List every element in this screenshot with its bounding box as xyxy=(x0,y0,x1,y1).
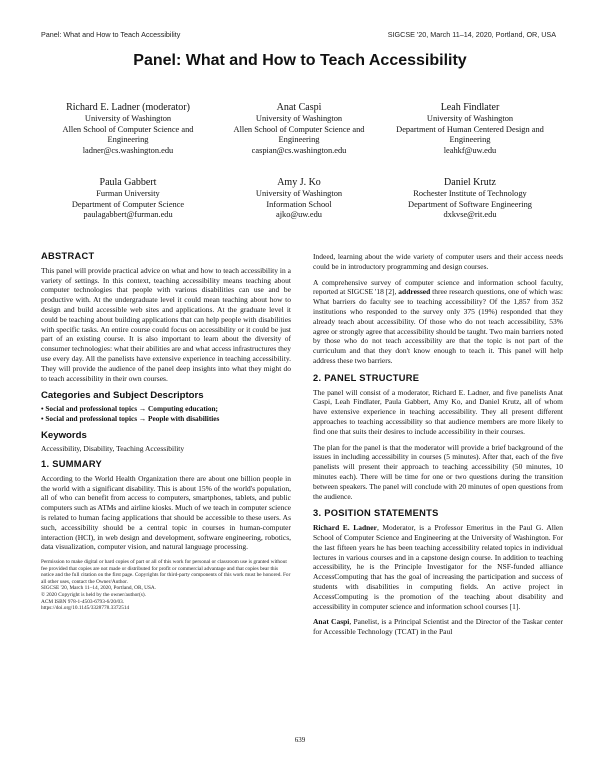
author-block xyxy=(214,176,384,221)
footnote-copyright: © 2020 Copyright is held by the owner/author(s). xyxy=(41,592,146,599)
ccs-item: • Social and professional topics → People with disabilities xyxy=(41,413,220,423)
survey-text-c: three research questions, one of which was: What barriers do faculty see to teaching accessibility? Of the 1,857 from 352 institutions who responded to the survey only 375 (19%) responded that they already teach about accessibility. Of those who do not teach accessibility, 53% agree or strongly agree that accessibility should be taught. Two main barriers noted by those who do not teach accessibility are that the topic is not part of the curriculum and that they don't know enough to teach it. This panel will help address these two barriers. xyxy=(313,287,563,365)
footnote-isbn: ACM ISBN 978-1-4503-6793-6/20/03. xyxy=(41,598,125,605)
author-affiliation: Furman University xyxy=(96,189,160,198)
author-name: Daniel Krutz xyxy=(444,177,496,188)
author-department: Department of Software Engineering xyxy=(408,199,532,209)
author-affiliation: University of Washington xyxy=(255,114,343,123)
position-ladner xyxy=(313,523,563,611)
author-email: caspian@cs.washington.edu xyxy=(251,145,347,155)
abstract-heading: ABSTRACT xyxy=(41,251,95,261)
author-email: ladner@cs.washington.edu xyxy=(82,145,174,155)
panelist-name: Anat Caspi xyxy=(313,617,350,627)
author-name: Richard E. Ladner (moderator) xyxy=(66,102,190,113)
panel-structure-heading: 2. PANEL STRUCTURE xyxy=(313,372,420,383)
footnote-doi: https://doi.org/10.1145/3328778.3372514 xyxy=(41,605,130,612)
author-block xyxy=(43,176,213,221)
running-header-left: Panel: What and How to Teach Accessibility xyxy=(41,30,181,39)
left-column xyxy=(41,252,291,612)
author-department: Allen School of Computer Science and Engineering xyxy=(233,124,365,145)
position-statements-heading: 3. POSITION STATEMENTS xyxy=(313,508,439,519)
survey-text-a: A comprehensive survey of computer science and information school faculty, reported at SIGCSE '18 [2], xyxy=(313,277,563,297)
author-email: paulagabbert@furman.edu xyxy=(83,210,173,220)
panel-structure-text-1: The panel will consist of a moderator, Richard E. Ladner, and five panelists Anat Caspi, Leah Findlater, Paula Gabbert, Amy Ko, and Daniel Krutz, all of whom have extensive experience in teaching accessibility. They all present different approaches to teaching accessibility so that audience members are more likely to find one that suits their desires to include accessibility in their courses. xyxy=(313,387,563,436)
author-block xyxy=(385,101,555,156)
survey-paragraph xyxy=(313,278,563,366)
author-department: Department of Human Centered Design and Engineering xyxy=(396,124,544,145)
copyright-footnote xyxy=(41,559,291,612)
page-number: 639 xyxy=(294,736,306,744)
author-email: dxkvse@rit.edu xyxy=(443,210,497,220)
keywords-heading: Keywords xyxy=(41,430,87,442)
abstract-text: This panel will provide practical advice on what and how to teach accessibility in a variety of settings. In this context, teaching accessibility means teaching about computer technologies that people with various disabilities can use and be productive with. At the undergraduate level it could mean teaching about how to design and build accessible web sites and applications. At the graduate level it could be teaching about building applications that can help people with disabilities with specific tasks. An entire course could focus on accessibility or it could be just part of an existing course. It is also important to learn about the diversity of consumer technologies: what their abilities are and what access infrastructures they use every day. All the panelists have extensive experience in teaching accessibility. They will provide the audience of the panel deep insights into what they might do to teach accessibility in their own courses. xyxy=(41,265,291,383)
footnote-conference: SIGCSE '20, March 11–14, 2020, Portland, OR, USA. xyxy=(41,585,157,592)
author-email: leahkf@uw.edu xyxy=(443,145,497,155)
panelist-statement: , Moderator, is a Professor Emeritus in the Paul G. Allen School of Computer Science and Engineering at the University of Washington. For the last fifteen years he has been teaching accessibility related topics in individual lectures in various courses and in a capstone design course. In addition to teaching accessibility, he is the Principle Investigator for the NSF-funded alliance AccessComputing that has the goal of increasing the participation and success of students with disabilities in computing fields. An active project in AccessComputing is the promotion of the teaching about disability and accessibility in computer science and information school courses [1]. xyxy=(313,523,563,611)
running-header-right: SIGCSE '20, March 11–14, 2020, Portland, OR, USA xyxy=(387,30,556,39)
author-name: Anat Caspi xyxy=(276,102,322,113)
author-block xyxy=(43,101,213,156)
author-department: Information School xyxy=(266,199,332,209)
summary-heading: 1. SUMMARY xyxy=(41,458,103,469)
ccs-heading: Categories and Subject Descriptors xyxy=(41,390,204,402)
author-block xyxy=(214,101,384,156)
author-affiliation: University of Washington xyxy=(255,189,343,198)
summary-text: According to the World Health Organization there are about one billion people in the world with a significant disability. This is about 15% of the world's population, all of who can benefit from access to computers, smartphones, tablets, and public computers such as ATMs and airline kiosks. Much of we teach in computer science is related to human facing applications that should be accessible to these users. As such, accessibility should be a central topic in courses in human-computer interaction (HCI), in web design and development, software engineering, robotics, data visualization, computer vision, and natural language processing. xyxy=(41,473,291,552)
author-name: Amy J. Ko xyxy=(277,177,321,188)
panelist-statement: , Panelist, is a Principal Scientist and the Director of the Taskar center for Accessible Technology (TCAT) in the Paul xyxy=(313,617,563,637)
panelist-name: Richard E. Ladner xyxy=(313,523,377,533)
right-column xyxy=(313,252,563,643)
keywords-text: Accessibility, Disability, Teaching Accessibility xyxy=(41,444,185,454)
panel-structure-text-2: The plan for the panel is that the moderator will provide a brief background of the issues in including accessibility in courses (5 minutes). After that, each of the five panelists will present their approach to teaching accessibility (50 minutes, 10 minutes each). There will be time for one or two questions during the transition between speakers. The panel will conclude with 20 minutes of open questions from the audience. xyxy=(313,442,564,501)
ccs-item: • Social and professional topics → Computing education; xyxy=(41,404,218,414)
paper-title: Panel: What and How to Teach Accessibility xyxy=(133,52,467,69)
author-department: Department of Computer Science xyxy=(71,199,185,209)
author-affiliation: University of Washington xyxy=(84,114,172,123)
author-name: Paula Gabbert xyxy=(99,177,157,188)
intro-continued-text: Indeed, learning about the wide variety of computer users and their access needs could be in introductory programming and design courses. xyxy=(313,252,563,271)
footnote-permission: Permission to make digital or hard copies of part or all of this work for personal or classroom use is granted without fee provided that copies are not made or distributed for profit or commercial advantage and that copies bear this notice and the full citation on the first page. Copyrights for third-party components of this work must be honored. For all other uses, contact the Owner/Author. xyxy=(41,559,291,585)
author-name: Leah Findlater xyxy=(440,102,500,113)
author-affiliation: University of Washington xyxy=(426,114,514,123)
author-block xyxy=(385,176,555,221)
author-department: Allen School of Computer Science and Engineering xyxy=(62,124,194,145)
author-email: ajko@uw.edu xyxy=(275,210,322,220)
survey-text-bold: addressed xyxy=(398,287,431,297)
position-caspi xyxy=(313,617,563,637)
author-affiliation: Rochester Institute of Technology xyxy=(413,189,527,198)
